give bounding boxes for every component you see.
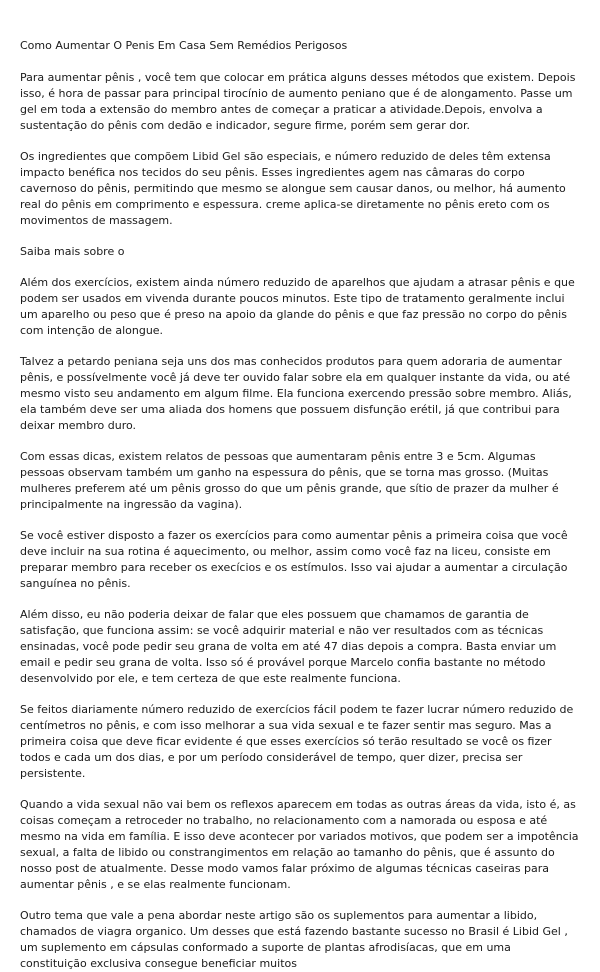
paragraph-10: Quando a vida sexual não vai bem os reflexos aparecem em todas as outras áreas da vida, isto é, as coisas começam a retroceder no trabalho, no relacionamento com a namorada ou esposa e até mesmo na vida em família. E isso deve acontecer por variados motivos, que podem ser a impotência sexual, a falta de libido ou constrangimentos em relação ao tamanho do pênis, que é assunto do nosso post de atualmente. Desse modo vamos falar próximo de algumas técnicas caseiras para aumentar pênis , e se elas realmente funcionam. xyxy=(20,798,579,891)
paragraph-5: Talvez a petardo peniana seja uns dos mas conhecidos produtos para quem adoraria de aumentar pênis, e possívelmente você já deve ter ouvido falar sobre ela em qualquer instante da vida, ou até mesmo visto seu andamento em algum filme. Ela funciona exercendo pressão sobre membro. Aliás, ela também deve ser uma aliada dos homens que possuem disfunção erétil, já que contribui para deixar membro duro. xyxy=(20,355,572,432)
paragraph-7: Se você estiver disposto a fazer os exercícios para como aumentar pênis a primeira coisa que você deve incluir na sua rotina é aquecimento, ou melhor, assim como você faz na liceu, consiste em preparar membro para receber os execícios e os estímulos. Isso vai ajudar a aumentar a circulação sanguínea no pênis. xyxy=(20,529,568,590)
paragraph-8: Além disso, eu não poderia deixar de falar que eles possuem que chamamos de garantia de satisfação, que funciona assim: se você adquirir material e não ver resultados com as técnicas ensinadas, você pode pedir seu grana de volta em até 47 dias depois a compra. Basta enviar um email e pedir seu grana de volta. Isso só é provável porque Marcelo confia bastante no método desenvolvido por ele, e tem certeza de que este realmente funciona. xyxy=(20,608,557,685)
paragraph-3: Saiba mais sobre o xyxy=(20,245,125,258)
paragraph-4: Além dos exercícios, existem ainda número reduzido de aparelhos que ajudam a atrasar pênis e que podem ser usados em vivenda durante poucos minutos. Este tipo de tratamento geralmente inclui um aparelho ou peso que é preso na apoio da glande do pênis e que faz pressão no corpo do pênis com intenção de alongue. xyxy=(20,276,575,337)
paragraph-2: Os ingredientes que compõem Libid Gel são especiais, e número reduzido de deles têm extensa impacto benéfica nos tecidos do seu pênis. Esses ingredientes agem nas câmaras do corpo cavernoso do pênis, permitindo que mesmo se alongue sem causar danos, ou melhor, há aumento real do pênis em comprimento e espessura. creme aplica-se diretamente no pênis ereto com os movimentos de massagem. xyxy=(20,150,566,227)
document-title: Como Aumentar O Penis Em Casa Sem Remédios Perigosos xyxy=(20,39,348,52)
paragraph-11: Outro tema que vale a pena abordar neste artigo são os suplementos para aumentar a libido, chamados de viagra organico. Um desses que está fazendo bastante sucesso no Brasil é Libid Gel , um suplemento em cápsulas conformado a suporte de plantas afrodisíacas, que em uma constituição exclusiva consegue beneficiar muitos xyxy=(20,909,568,970)
paragraph-6: Com essas dicas, existem relatos de pessoas que aumentaram pênis entre 3 e 5cm. Algumas pessoas observam também um ganho na espessura do pênis, que se torna mas grosso. (Muitas mulheres preferem até um pênis grosso do que um pênis grande, que sítio de prazer da mulher é principalmente na ingressão da vagina). xyxy=(20,450,559,511)
paragraph-9: Se feitos diariamente número reduzido de exercícios fácil podem te fazer lucrar número reduzido de centímetros no pênis, e com isso melhorar a sua vida sexual e te fazer sentir mas seguro. Mas a primeira coisa que deve ficar evidente é que esses exercícios só terão resultado se você os fizer todos e cada um dos dias, e por um período considerável de tempo, quer dizer, precisa ser persistente. xyxy=(20,703,574,780)
paragraph-1: Para aumentar pênis , você tem que colocar em prática alguns desses métodos que existem. Depois isso, é hora de passar para principal tirocínio de aumento peniano que é de alongamento. Passe um gel em toda a extensão do membro antes de começar a praticar a atividade.Depois, envolva a sustentação do pênis com dedão e indicador, segure firme, porém sem gerar dor. xyxy=(20,71,576,132)
